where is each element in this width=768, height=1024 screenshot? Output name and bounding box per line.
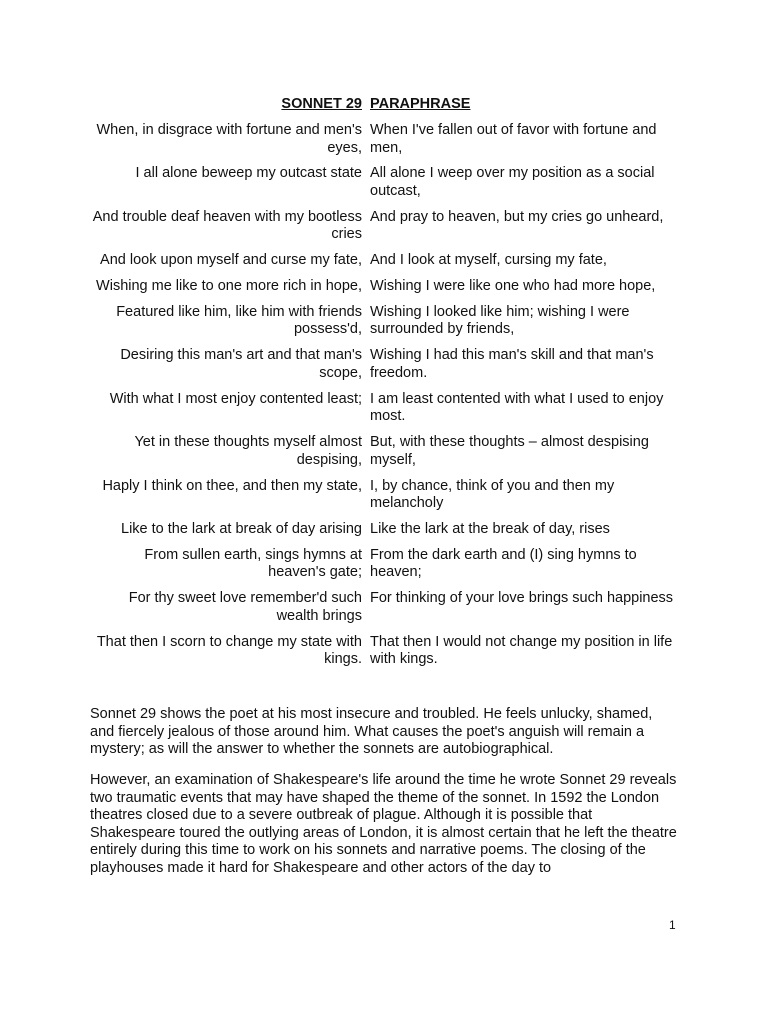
- table-row: [90, 478, 676, 513]
- table-row: [90, 252, 676, 270]
- paraphrase-line: I am least contented with what I used to enjoy most.: [370, 390, 664, 425]
- sonnet-line: Wishing me like to one more rich in hope,: [96, 278, 362, 295]
- table-row: [90, 209, 676, 244]
- sonnet-line: And look upon myself and curse my fate,: [100, 252, 362, 269]
- table-row: [90, 165, 676, 200]
- paragraph-1: Sonnet 29 shows the poet at his most insecure and troubled. He feels unlucky, shamed, and fiercely jealous of those around him. What causes the poet's anguish will remain a mystery; as will the answer to whether the sonnets are autobiographical.: [90, 706, 653, 757]
- table-row: [90, 278, 676, 296]
- sonnet-line: When, in disgrace with fortune and men's eyes,: [96, 122, 362, 156]
- sonnet-line: Desiring this man's art and that man's scope,: [120, 347, 362, 381]
- paraphrase-line: For thinking of your love brings such happiness: [370, 590, 674, 607]
- table-row: [90, 590, 676, 625]
- sonnet-line: Haply I think on thee, and then my state,: [102, 477, 362, 494]
- table-header: [90, 96, 676, 112]
- table-row: [90, 434, 676, 469]
- page-number: 1: [669, 918, 676, 932]
- table-row: [90, 634, 676, 669]
- sonnet-line: That then I scorn to change my state with kings.: [96, 633, 362, 668]
- header-paraphrase: PARAPHRASE: [370, 96, 471, 112]
- paraphrase-line: From the dark earth and (I) sing hymns to heaven;: [370, 546, 637, 581]
- paraphrase-line: Wishing I had this man's skill and that man's freedom.: [370, 347, 654, 381]
- table-row: [90, 521, 676, 539]
- table-row: [90, 304, 676, 339]
- sonnet-line: And trouble deaf heaven with my bootless cries: [92, 208, 362, 243]
- paraphrase-line: That then I would not change my position in life with kings.: [370, 633, 673, 668]
- paragraph-2: However, an examination of Shakespeare's life around the time he wrote Sonnet 29 reveals two traumatic events that may have shaped the theme of the sonnet. In 1592 the London theatres closed due to a severe outbreak of plague. Although it is possible that Shakespeare toured the outlying areas of London, it is almost certain that he left the theatre entirely during this time to work on his sonnets and narrative poems. The closing of the playhouses made it hard for Shakespeare and other actors of the day to: [90, 772, 677, 876]
- paraphrase-line: I, by chance, think of you and then my melancholy: [370, 477, 615, 512]
- header-sonnet: SONNET 29: [281, 96, 362, 112]
- paraphrase-line: When I've fallen out of favor with fortune and men,: [370, 122, 657, 156]
- sonnet-line: With what I most enjoy contented least;: [109, 390, 362, 407]
- paraphrase-line: Wishing I were like one who had more hope,: [370, 278, 656, 295]
- paraphrase-line: Like the lark at the break of day, rises: [370, 520, 610, 537]
- table-row: [90, 547, 676, 582]
- sonnet-line: From sullen earth, sings hymns at heaven's gate;: [144, 546, 362, 581]
- sonnet-line: Yet in these thoughts myself almost despising,: [134, 434, 362, 468]
- table-row: [90, 391, 676, 426]
- table-row: [90, 122, 676, 157]
- sonnet-line: Like to the lark at break of day arising: [121, 520, 362, 537]
- sonnet-paraphrase-table: [90, 122, 676, 677]
- sonnet-line: I all alone beweep my outcast state: [135, 165, 362, 182]
- table-row: [90, 347, 676, 382]
- sonnet-line: Featured like him, like him with friends possess'd,: [116, 303, 362, 338]
- paraphrase-line: And I look at myself, cursing my fate,: [370, 252, 607, 269]
- paraphrase-line: All alone I weep over my position as a social outcast,: [370, 165, 655, 199]
- paraphrase-line: But, with these thoughts – almost despising myself,: [370, 434, 649, 468]
- paraphrase-line: Wishing I looked like him; wishing I were surrounded by friends,: [370, 303, 630, 338]
- paraphrase-line: And pray to heaven, but my cries go unheard,: [370, 208, 664, 225]
- sonnet-line: For thy sweet love remember'd such wealth brings: [128, 590, 362, 624]
